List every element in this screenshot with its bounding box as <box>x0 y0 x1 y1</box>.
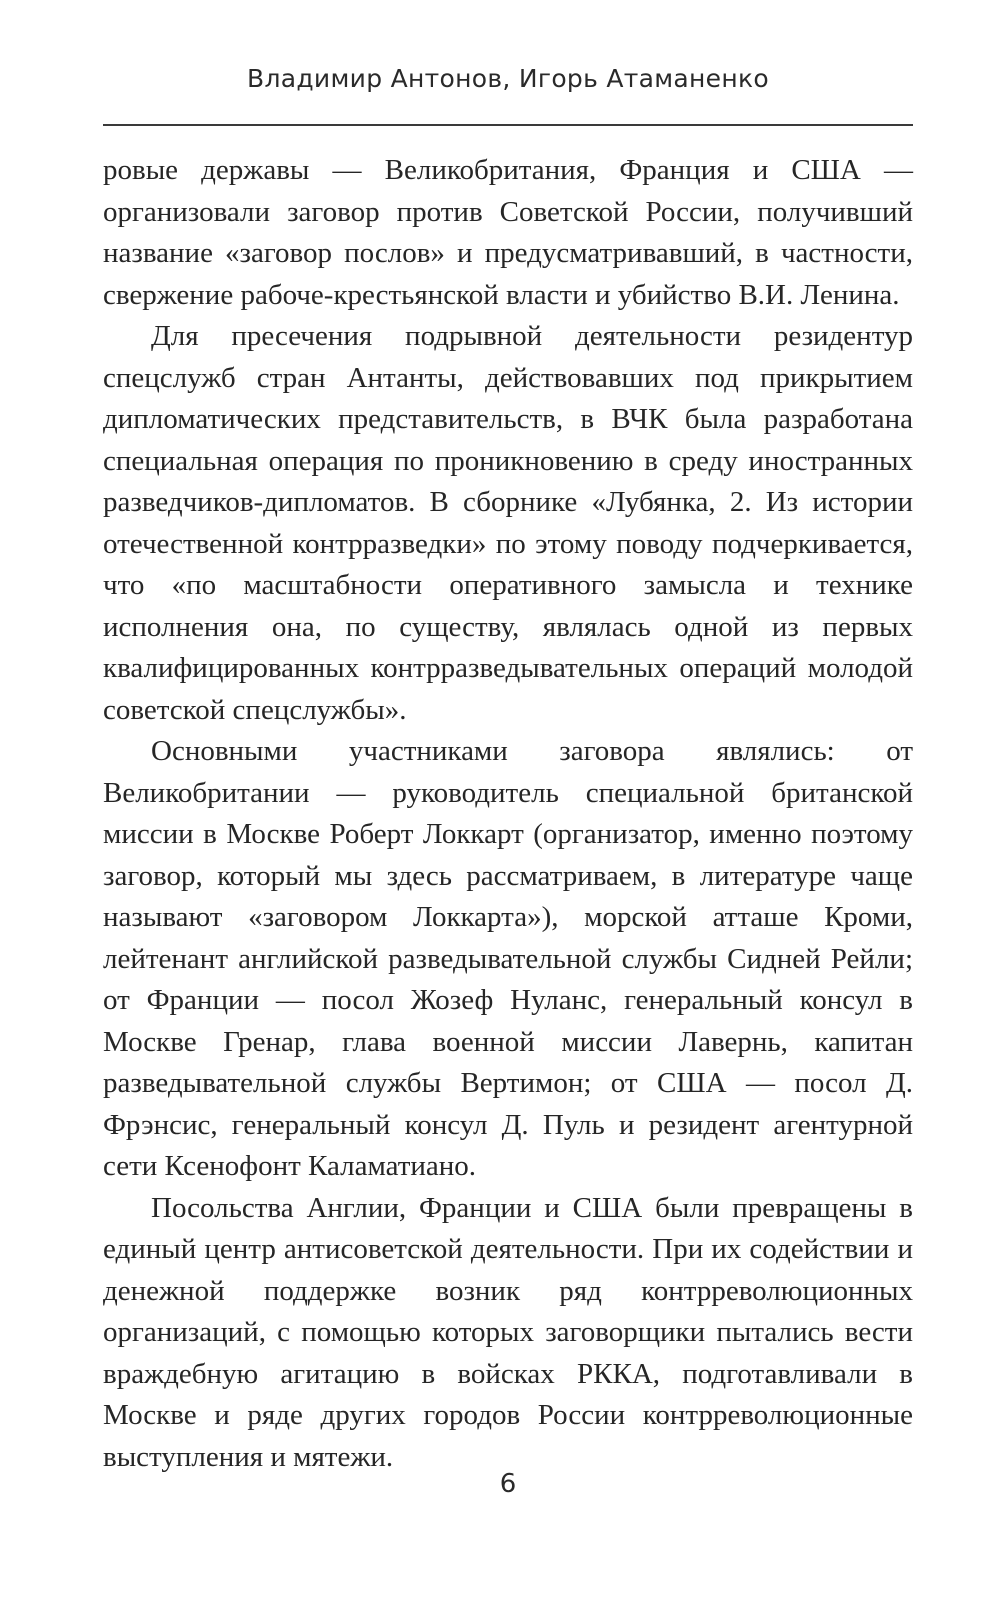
body-text <box>103 150 913 1478</box>
paragraph: Для пресечения подрывной деятельности резидентур спецслужб стран Антанты, действовавших под прикрытием дипломатических представительств, в ВЧК была разработана специальная операция по проникновению в среду иностранных разведчиков-дипломатов. В сборнике «Лубянка, 2. Из истории отечественной контрразведки» по этому поводу подчеркивается, что «по масштабности оперативного замысла и технике исполнения она, по существу, являлась одной из первых квалифицированных контрразведывательных операций молодой советской спецслужбы». <box>103 320 913 726</box>
page-number: 6 <box>499 1469 517 1499</box>
header-divider <box>103 124 913 126</box>
running-title: Владимир Антонов, Игорь Атаманенко <box>247 64 769 93</box>
paragraph: Посольства Англии, Франции и США были превращены в единый центр антисоветской деятельности. При их содействии и денежной поддержке возник ряд контрреволюционных организаций, с помощью которых заговорщики пытались вести враждебную агитацию в войсках РККА, подготавливали в Москве и ряде других городов России контрреволюционные выступления и мятежи. <box>103 1191 913 1473</box>
paragraph: ровые державы — Великобритания, Франция и США — организовали заговор против Советской России, получивший название «заговор послов» и предусматривавший, в частности, свержение рабоче-крестьянской власти и убийство В.И. Ленина. <box>103 154 913 311</box>
paragraph: Основными участниками заговора являлись: от Великобритании — руководитель специальной британской миссии в Москве Роберт Локкарт (организатор, именно поэтому заговор, который мы здесь рассматриваем, в литературе чаще называют «заговором Локкарта»), морской атташе Кроми, лейтенант английской разведывательной службы Сидней Рейли; от Франции — посол Жозеф Нуланс, генеральный консул в Москве Гренар, глава военной миссии Лавернь, капитан разведывательной службы Вертимон; от США — посол Д. Фрэнсис, генеральный консул Д. Пуль и резидент агентурной сети Ксенофонт Каламатиано. <box>103 735 913 1182</box>
